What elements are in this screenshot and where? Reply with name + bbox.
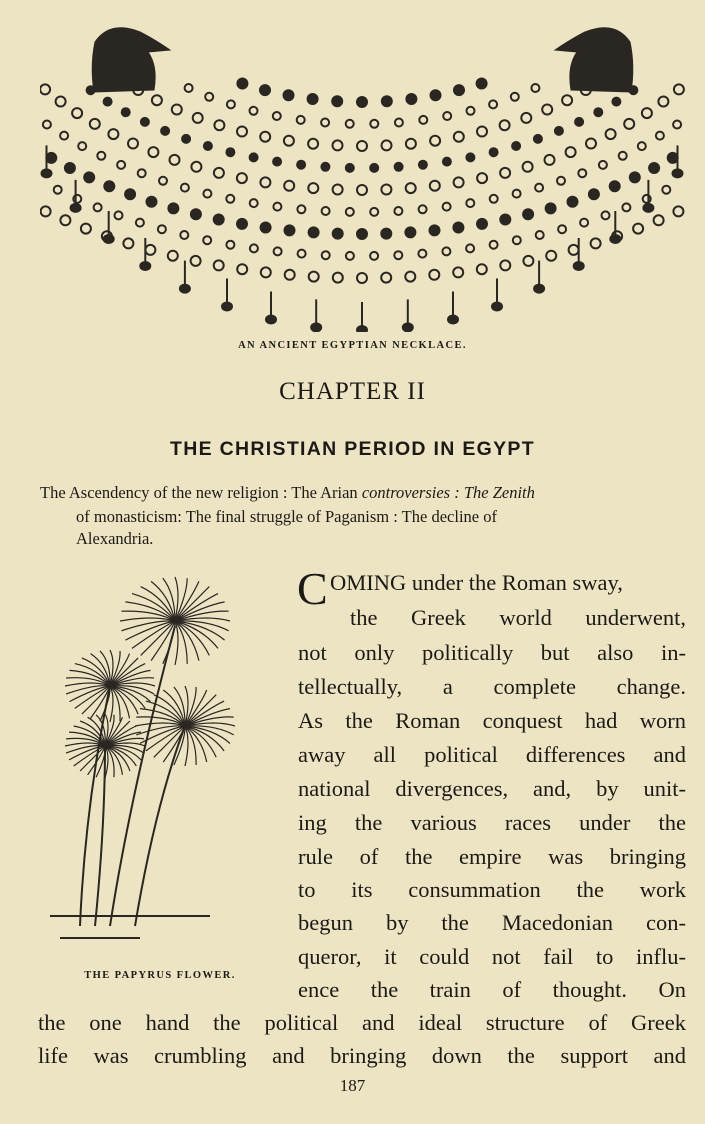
body-line-7: national divergences, and, by unit- [298,776,686,801]
body-line-8: ing the various races under the [298,810,686,835]
chapter-summary [40,481,688,551]
body-line-2: the Greek world underwent, [350,605,686,630]
papyrus-illustration [40,566,280,946]
body-line-13: ence the train of thought. On [298,977,686,1002]
body-line-14: the one hand the political and ideal structure of Greek [38,1010,686,1035]
body-line-6: away all political differences and [298,742,686,767]
necklace-caption: AN ANCIENT EGYPTIAN NECKLACE. [238,340,467,351]
chapter-title: THE CHRISTIAN PERIOD IN EGYPT [170,438,535,460]
summary-part-1: The Ascendency of the new religion : The Arian [40,483,362,502]
summary-part-2: controversies : The Zenith [361,483,535,502]
body-line-1 [330,568,686,598]
body-line-3: not only politically but also in- [298,640,686,665]
body-line-9: rule of the empire was bringing [298,844,686,869]
body-line-15: life was crumbling and bringing down the support and [38,1043,686,1068]
body-line-1-text: under the Roman sway, [406,570,623,595]
necklace-illustration [40,12,685,332]
body-line-5: As the Roman conquest had worn [298,708,686,733]
first-word: OMING [330,570,407,595]
page-number: 187 [339,1076,366,1095]
body-line-12: queror, it could not fail to influ- [298,944,686,969]
body-line-10: to its consummation the work [298,877,686,902]
chapter-number: CHAPTER II [279,378,426,405]
body-line-11: begun by the Macedonian con- [298,910,686,935]
summary-part-3: of monasticism: The final struggle of Paganism : The decline of [76,507,497,526]
papyrus-caption: THE PAPYRUS FLOWER. [84,970,236,981]
summary-part-4: Alexandria. [76,529,154,548]
body-line-4: tellectually, a complete change. [298,674,686,699]
drop-cap: C [297,563,328,614]
